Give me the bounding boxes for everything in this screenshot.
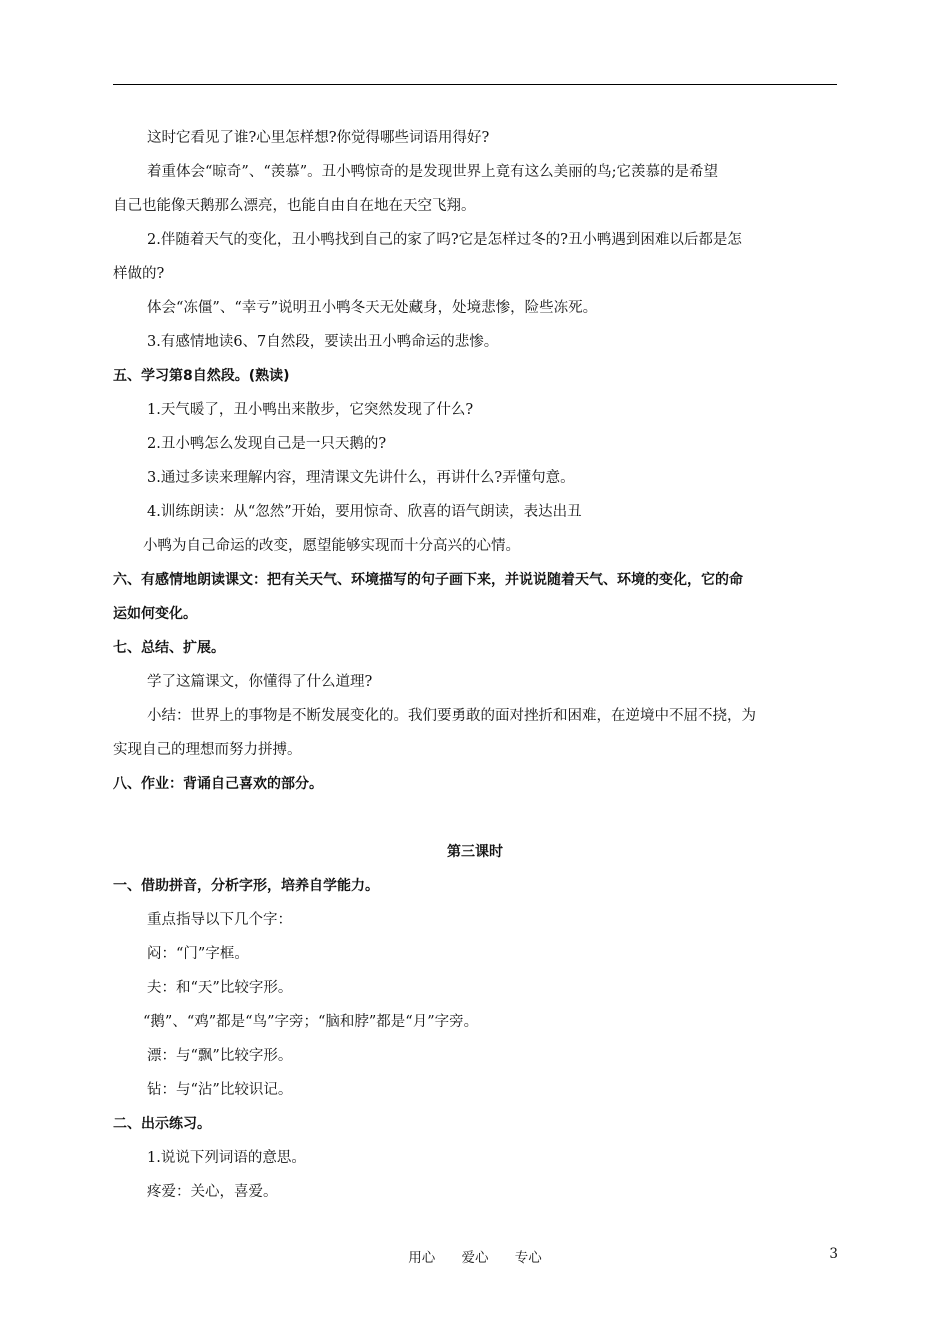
- paragraph-line: 这时它看见了谁?心里怎样想?你觉得哪些词语用得好?: [147, 130, 490, 146]
- section-heading-continued: 运如何变化。: [113, 606, 197, 622]
- paragraph-line: 重点指导以下几个字：: [147, 912, 292, 928]
- paragraph-line: 钻：与“沾”比较识记。: [147, 1082, 293, 1098]
- section-heading: 六、有感情地朗读课文：把有关天气、环境描写的句子画下来，并说说随着天气、环境的变化，它的命: [113, 572, 743, 588]
- paragraph-line: 小鸭为自己命运的改变，愿望能够实现而十分高兴的心情。: [143, 538, 520, 554]
- paragraph-line: 体会“冻僵”、“幸亏”说明丑小鸭冬天无处藏身，处境悲惨，险些冻死。: [147, 300, 598, 316]
- paragraph-line: 4.训练朗读：从“忽然”开始，要用惊奇、欣喜的语气朗读，表达出丑: [147, 504, 582, 520]
- footer-motto: 用心 爱心 专心: [408, 1250, 542, 1266]
- paragraph-line: 漂：与“飘”比较字形。: [147, 1048, 293, 1064]
- paragraph-line: 3.通过多读来理解内容，理清课文先讲什么，再讲什么?弄懂句意。: [147, 470, 575, 486]
- header-rule: [113, 84, 837, 85]
- section-heading: 二、出示练习。: [113, 1116, 211, 1132]
- section-heading: 七、总结、扩展。: [113, 640, 225, 656]
- section-heading: 五、学习第8自然段。(熟读): [113, 368, 290, 384]
- page-number: 3: [829, 1246, 838, 1262]
- spacer: [113, 801, 837, 835]
- section-heading: 一、借助拼音，分析字形，培养自学能力。: [113, 878, 379, 894]
- paragraph-line: 疼爱：关心，喜爱。: [147, 1184, 278, 1200]
- paragraph-line: 小结：世界上的事物是不断发展变化的。我们要勇敢的面对挫折和困难，在逆境中不屈不挠，为: [147, 708, 756, 724]
- paragraph-line: 夫：和“天”比较字形。: [147, 980, 293, 996]
- paragraph-line: 着重体会“晾奇”、“羡慕”。丑小鸭惊奇的是发现世界上竟有这么美丽的鸟;它羡慕的是希望: [147, 164, 719, 180]
- paragraph-line: 3.有感情地读6、7自然段，要读出丑小鸭命运的悲惨。: [147, 334, 499, 350]
- paragraph-line: “鹅”、“鸡”都是“鸟”字旁；“脑和脖”都是“月”字旁。: [143, 1014, 479, 1030]
- lesson-title: 第三课时: [447, 844, 503, 860]
- paragraph-line: 1.说说下列词语的意思。: [147, 1150, 306, 1166]
- paragraph-line: 闷：“门”字框。: [147, 946, 249, 962]
- paragraph-line: 实现自己的理想而努力拼搏。: [113, 742, 302, 758]
- paragraph-line: 学了这篇课文，你懂得了什么道理?: [147, 674, 373, 690]
- document-body: [113, 121, 837, 1209]
- paragraph-line: 1.天气暖了，丑小鸭出来散步，它突然发现了什么?: [147, 402, 474, 418]
- paragraph-line: 2.伴随着天气的变化，丑小鸭找到自己的家了吗?它是怎样过冬的?丑小鸭遇到困难以后都是怎: [147, 232, 742, 248]
- page-footer: [0, 1246, 950, 1270]
- paragraph-line: 自己也能像天鹅那么漂亮，也能自由自在地在天空飞翔。: [113, 198, 476, 214]
- paragraph-line: 样做的?: [113, 266, 165, 282]
- section-heading: 八、作业：背诵自己喜欢的部分。: [113, 776, 323, 792]
- paragraph-line: 2.丑小鸭怎么发现自己是一只天鹅的?: [147, 436, 387, 452]
